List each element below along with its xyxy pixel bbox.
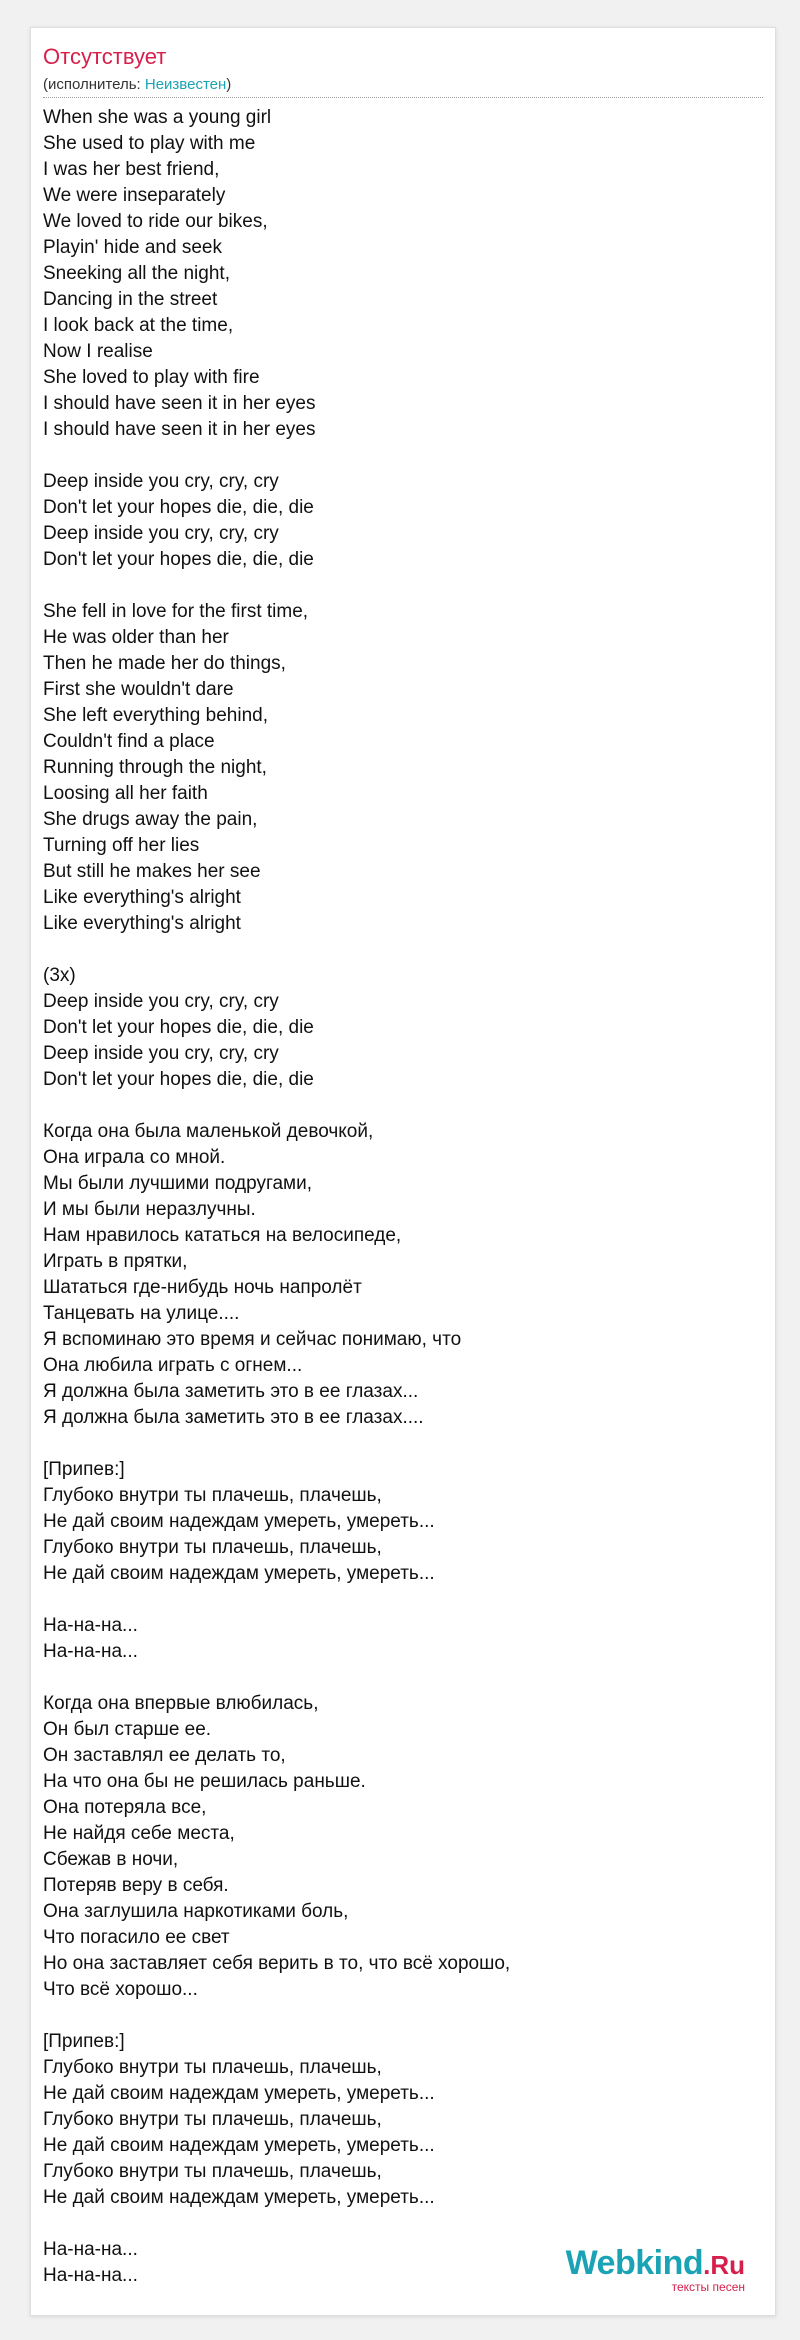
lyric-line: She left everything behind, xyxy=(43,705,268,726)
lyric-line: На-на-на... xyxy=(43,2239,138,2260)
lyric-line: Он заставлял ее делать то, xyxy=(43,1745,286,1766)
lyric-line: Она любила играть с огнем... xyxy=(43,1355,303,1376)
artist-line xyxy=(43,75,231,95)
lyric-line: Она потеряла все, xyxy=(43,1797,207,1818)
lyrics-text xyxy=(43,105,510,2289)
logo-tld: .Ru xyxy=(703,2250,745,2280)
lyric-line: He was older than her xyxy=(43,627,229,648)
logo-tagline: тексты песен xyxy=(671,2280,745,2294)
lyric-line: Loosing all her faith xyxy=(43,783,208,804)
lyric-line: I look back at the time, xyxy=(43,315,234,336)
lyric-line: Don't let your hopes die, die, die xyxy=(43,1069,314,1090)
lyric-line xyxy=(43,2211,510,2237)
logo-name: Webkind xyxy=(565,2244,704,2282)
lyric-line: Deep inside you cry, cry, cry xyxy=(43,471,279,492)
lyric-line: Then he made her do things, xyxy=(43,653,286,674)
song-title: Отсутствует xyxy=(43,44,167,69)
lyric-line: Like everything's alright xyxy=(43,887,241,908)
lyric-line: На-на-на... xyxy=(43,1615,138,1636)
lyric-line: На-на-на... xyxy=(43,1641,138,1662)
lyric-line: When she was a young girl xyxy=(43,107,272,128)
lyric-line: She fell in love for the first time, xyxy=(43,601,309,622)
lyric-line: Глубоко внутри ты плачешь, плачешь, xyxy=(43,2161,382,2182)
lyric-line: We were inseparately xyxy=(43,185,226,206)
lyric-line: Я должна была заметить это в ее глазах... xyxy=(43,1381,419,1402)
lyric-line: [Припев:] xyxy=(43,2031,125,2052)
lyric-line: Deep inside you cry, cry, cry xyxy=(43,1043,279,1064)
lyric-line: Шататься где-нибудь ночь напролёт xyxy=(43,1277,362,1298)
lyric-line xyxy=(43,1093,510,1119)
lyric-line: Она заглушила наркотиками боль, xyxy=(43,1901,349,1922)
lyric-line: Не дай своим надеждам умереть, умереть... xyxy=(43,2083,435,2104)
lyric-line: Я вспоминаю это время и сейчас понимаю, что xyxy=(43,1329,462,1350)
lyric-line: Не найдя себе места, xyxy=(43,1823,235,1844)
lyric-line: Глубоко внутри ты плачешь, плачешь, xyxy=(43,2057,382,2078)
lyric-line: Когда она впервые влюбилась, xyxy=(43,1693,319,1714)
lyric-line: Running through the night, xyxy=(43,757,267,778)
lyric-line: Playin' hide and seek xyxy=(43,237,222,258)
lyric-line: Deep inside you cry, cry, cry xyxy=(43,523,279,544)
lyric-line: I was her best friend, xyxy=(43,159,220,180)
lyric-line: Нам нравилось кататься на велосипеде, xyxy=(43,1225,402,1246)
lyric-line: Я должна была заметить это в ее глазах.... xyxy=(43,1407,424,1428)
lyric-line: Don't let your hopes die, die, die xyxy=(43,497,314,518)
lyric-line: Когда она была маленькой девочкой, xyxy=(43,1121,374,1142)
lyric-line: (3x) xyxy=(43,965,76,986)
lyric-line: Не дай своим надеждам умереть, умереть... xyxy=(43,2135,435,2156)
lyric-line xyxy=(43,443,510,469)
lyric-line: We loved to ride our bikes, xyxy=(43,211,268,232)
lyric-line: Сбежав в ночи, xyxy=(43,1849,179,1870)
site-logo[interactable] xyxy=(566,2246,745,2293)
lyric-line: Танцевать на улице.... xyxy=(43,1303,240,1324)
lyric-line: She loved to play with fire xyxy=(43,367,260,388)
lyric-line: На что она бы не решилась раньше. xyxy=(43,1771,366,1792)
lyric-line: Глубоко внутри ты плачешь, плачешь, xyxy=(43,2109,382,2130)
lyric-line xyxy=(43,937,510,963)
lyric-line xyxy=(43,573,510,599)
lyric-line: Потеряв веру в себя. xyxy=(43,1875,229,1896)
lyric-line: Она играла со мной. xyxy=(43,1147,226,1168)
lyric-line: Sneeking all the night, xyxy=(43,263,230,284)
lyric-line: Глубоко внутри ты плачешь, плачешь, xyxy=(43,1537,382,1558)
lyric-line xyxy=(43,2003,510,2029)
lyric-line: Couldn't find a place xyxy=(43,731,215,752)
lyric-line: [Припев:] xyxy=(43,1459,125,1480)
lyric-line: Что всё хорошо... xyxy=(43,1979,198,2000)
lyric-line: На-на-на... xyxy=(43,2265,138,2286)
lyric-line: Don't let your hopes die, die, die xyxy=(43,1017,314,1038)
lyric-line: She used to play with me xyxy=(43,133,256,154)
artist-link[interactable]: Неизвестен xyxy=(144,76,227,93)
lyric-line: Мы были лучшими подругами, xyxy=(43,1173,312,1194)
lyric-line: Don't let your hopes die, die, die xyxy=(43,549,314,570)
lyrics-card xyxy=(30,27,776,2316)
lyric-line: Он был старше ее. xyxy=(43,1719,212,1740)
lyric-line: Turning off her lies xyxy=(43,835,200,856)
lyric-line: Не дай своим надеждам умереть, умереть... xyxy=(43,1563,435,1584)
lyric-line: Не дай своим надеждам умереть, умереть... xyxy=(43,2187,435,2208)
lyric-line xyxy=(43,1665,510,1691)
lyric-line: Глубоко внутри ты плачешь, плачешь, xyxy=(43,1485,382,1506)
lyric-line: She drugs away the pain, xyxy=(43,809,258,830)
lyric-line xyxy=(43,1587,510,1613)
lyric-line: Играть в прятки, xyxy=(43,1251,188,1272)
lyric-line: Now I realise xyxy=(43,341,153,362)
lyric-line: Что погасило ее свет xyxy=(43,1927,230,1948)
lyric-line: Не дай своим надеждам умереть, умереть... xyxy=(43,1511,435,1532)
lyric-line: Но она заставляет себя верить в то, что всё хорошо, xyxy=(43,1953,511,1974)
artist-suffix: ) xyxy=(226,76,232,93)
lyric-line: Like everything's alright xyxy=(43,913,241,934)
lyric-line: И мы были неразлучны. xyxy=(43,1199,256,1220)
lyric-line xyxy=(43,1431,510,1457)
artist-prefix: (исполнитель: xyxy=(43,76,145,93)
lyric-line: Deep inside you cry, cry, cry xyxy=(43,991,279,1012)
lyric-line: First she wouldn't dare xyxy=(43,679,234,700)
lyric-line: But still he makes her see xyxy=(43,861,261,882)
title-divider xyxy=(43,97,763,98)
lyric-line: Dancing in the street xyxy=(43,289,218,310)
lyric-line: I should have seen it in her eyes xyxy=(43,393,316,414)
lyric-line: I should have seen it in her eyes xyxy=(43,419,316,440)
